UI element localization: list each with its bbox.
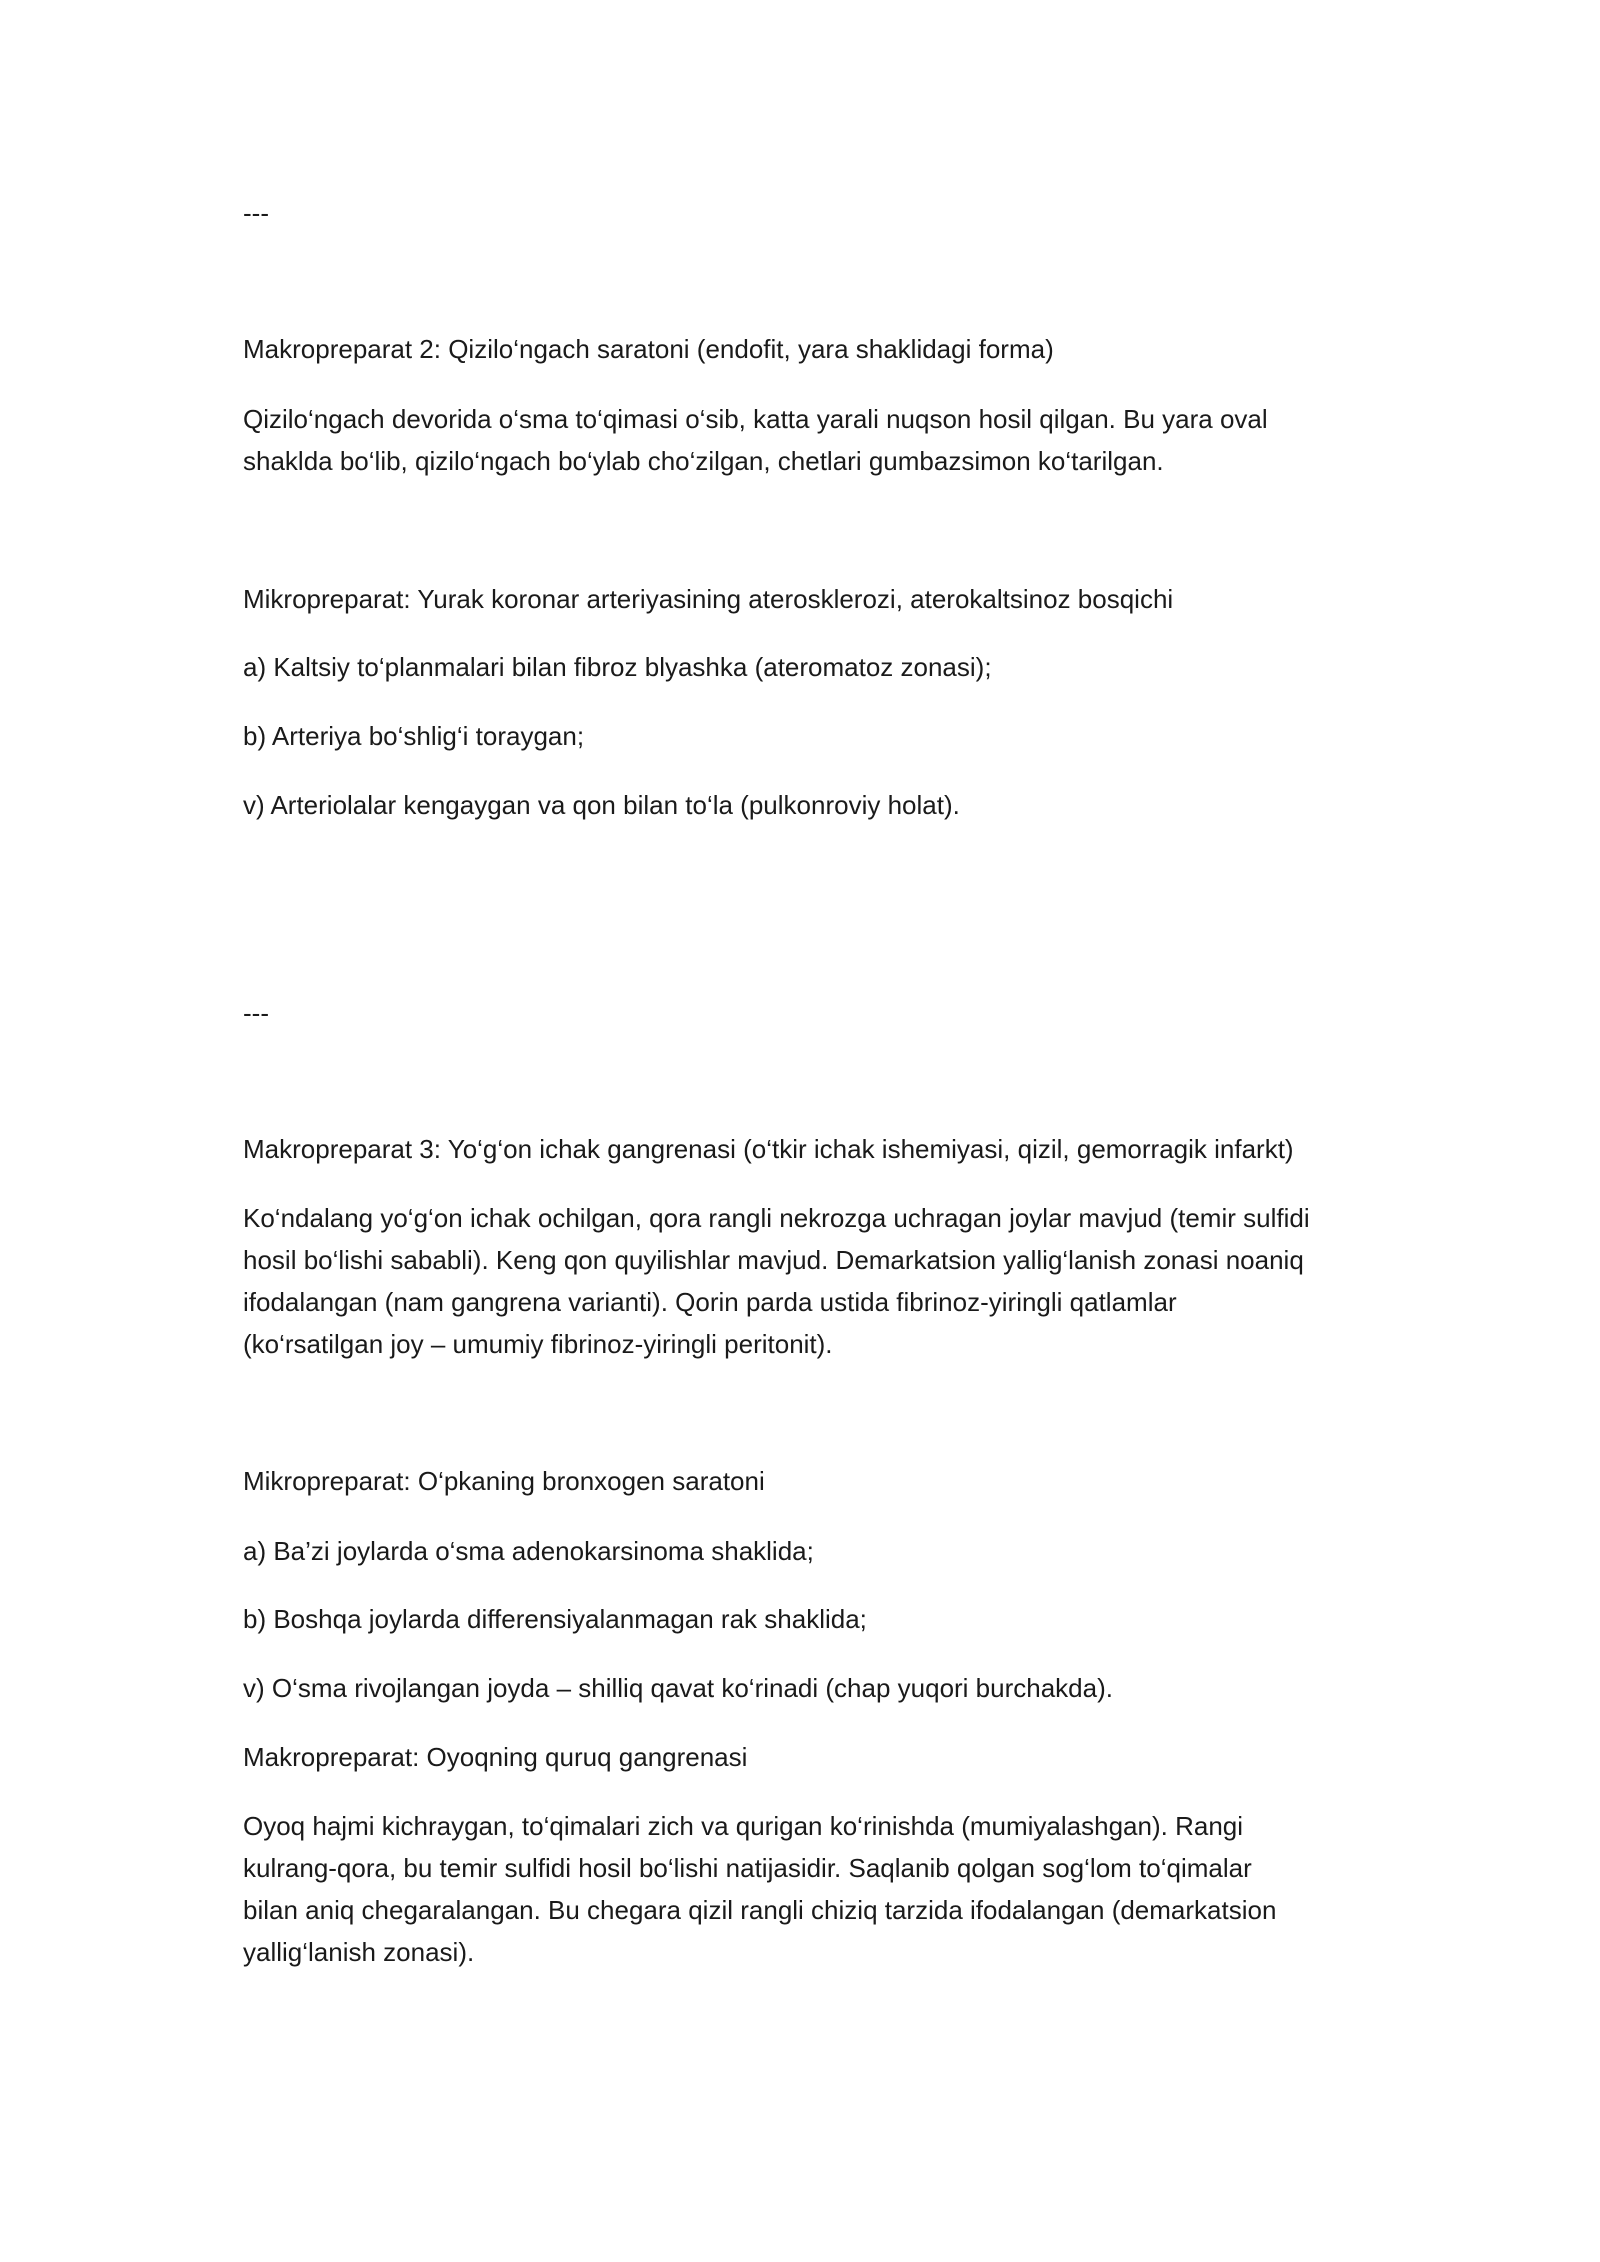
paragraph-line: kulrang-qora, bu temir sulfidi hosil bo‘lishi natijasidir. Saqlanib qolgan sog‘lom to‘qimalar (243, 1853, 1252, 1883)
paragraph-line: (ko‘rsatilgan joy – umumiy fibrinoz-yiringli peritonit). (243, 1329, 833, 1359)
section-heading: Mikropreparat: O‘pkaning bronxogen saratoni (243, 1466, 765, 1496)
paragraph-line: Ko‘ndalang yo‘g‘on ichak ochilgan, qora rangli nekrozga uchragan joylar mavjud (temir sulfidi (243, 1203, 1310, 1233)
section-heading: Makropreparat 3: Yo‘g‘on ichak gangrenasi (o‘tkir ichak ishemiyasi, qizil, gemorragik infarkt) (243, 1134, 1294, 1164)
section-heading: Mikropreparat: Yurak koronar arteriyasining aterosklerozi, aterokaltsinoz bosqichi (243, 584, 1174, 614)
paragraph-line: hosil bo‘lishi sababli). Keng qon quyilishlar mavjud. Demarkatsion yallig‘lanish zonasi noaniq (243, 1245, 1304, 1275)
section-heading: Makropreparat: Oyoqning quruq gangrenasi (243, 1742, 748, 1772)
paragraph (243, 1805, 1373, 1973)
paragraph-line: bilan aniq chegaralangan. Bu chegara qizil rangli chiziq tarzida ifodalangan (demarkatsion (243, 1895, 1277, 1925)
paragraph-line: Oyoq hajmi kichraygan, to‘qimalari zich va qurigan ko‘rinishda (mumiyalashgan). Rangi (243, 1811, 1244, 1841)
separator: --- (243, 998, 269, 1028)
section-heading: Makropreparat 2: Qizilo‘ngach saratoni (endofit, yara shaklidagi forma) (243, 334, 1054, 364)
separator: --- (243, 198, 269, 228)
list-item: b) Arteriya bo‘shlig‘i toraygan; (243, 721, 585, 751)
list-item: a) Kaltsiy to‘planmalari bilan fibroz blyashka (ateromatoz zonasi); (243, 652, 992, 682)
paragraph-line: Qizilo‘ngach devorida o‘sma to‘qimasi o‘sib, katta yarali nuqson hosil qilgan. Bu yara oval (243, 404, 1268, 434)
list-item: v) Arteriolalar kengaygan va qon bilan to‘la (pulkonroviy holat). (243, 790, 960, 820)
paragraph-line: yallig‘lanish zonasi). (243, 1937, 475, 1967)
list-item: a) Ba’zi joylarda o‘sma adenokarsinoma shaklida; (243, 1536, 814, 1566)
paragraph (243, 398, 1373, 482)
list-item: b) Boshqa joylarda differensiyalanmagan rak shaklida; (243, 1604, 867, 1634)
paragraph-line: ifodalangan (nam gangrena varianti). Qorin parda ustida fibrinoz-yiringli qatlamlar (243, 1287, 1177, 1317)
paragraph-line: shaklda bo‘lib, qizilo‘ngach bo‘ylab cho‘zilgan, chetlari gumbazsimon ko‘tarilgan. (243, 446, 1164, 476)
paragraph (243, 1197, 1373, 1365)
list-item: v) O‘sma rivojlangan joyda – shilliq qavat ko‘rinadi (chap yuqori burchakda). (243, 1673, 1113, 1703)
